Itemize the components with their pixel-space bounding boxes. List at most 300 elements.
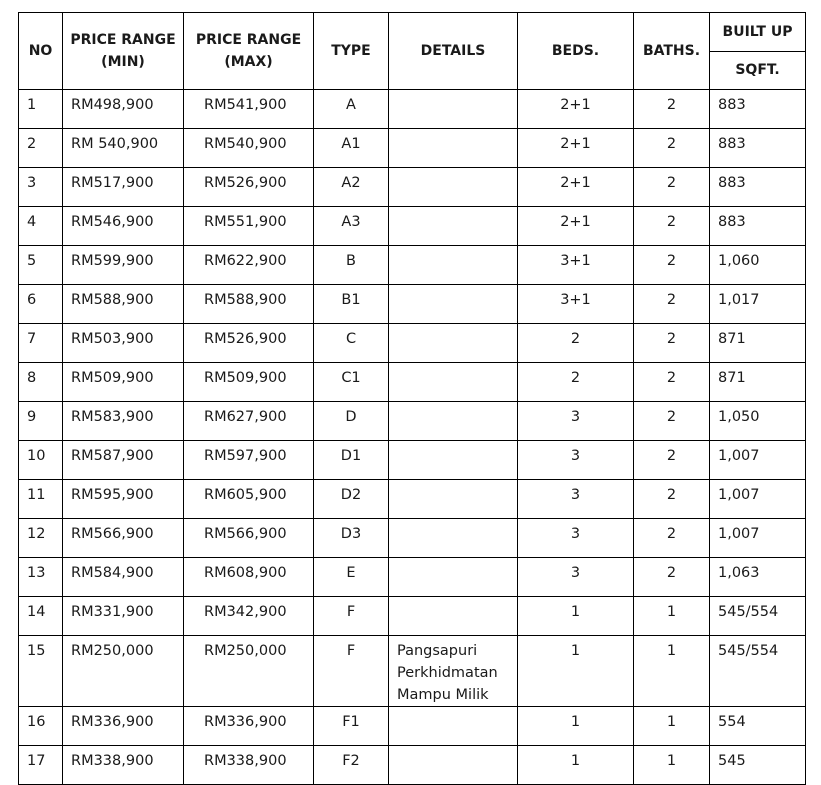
cell-details xyxy=(389,558,518,597)
cell-sqft xyxy=(710,636,806,707)
cell-sqft xyxy=(710,441,806,480)
cell-beds xyxy=(518,636,634,707)
cell-type-text: A3 xyxy=(341,214,361,230)
table-row xyxy=(19,746,806,785)
cell-type xyxy=(314,519,389,558)
cell-sqft xyxy=(710,207,806,246)
cell-sqft-text: 1,007 xyxy=(718,448,760,464)
header-price-max xyxy=(184,13,314,90)
cell-no-text: 4 xyxy=(27,214,37,230)
cell-details-text xyxy=(389,480,517,484)
cell-baths-text: 2 xyxy=(666,214,677,230)
cell-price-min-text: RM599,900 xyxy=(71,253,154,269)
cell-no xyxy=(19,480,63,519)
cell-sqft-text: 1,007 xyxy=(718,526,760,542)
cell-beds-text: 2 xyxy=(570,331,581,347)
cell-no xyxy=(19,402,63,441)
cell-no xyxy=(19,558,63,597)
cell-type xyxy=(314,597,389,636)
cell-beds-text: 1 xyxy=(570,643,581,659)
table-row xyxy=(19,168,806,207)
cell-no-text: 17 xyxy=(27,753,46,769)
header-price-min-line2: (MIN) xyxy=(101,54,145,70)
cell-baths-text: 2 xyxy=(666,97,677,113)
cell-price-max xyxy=(184,558,314,597)
cell-beds-text: 3 xyxy=(570,565,581,581)
header-built-up: BUILT UP xyxy=(710,13,806,52)
cell-price-max xyxy=(184,246,314,285)
cell-price-min xyxy=(63,441,184,480)
cell-no xyxy=(19,707,63,746)
cell-type-text: B xyxy=(346,253,356,269)
cell-beds-text: 3 xyxy=(570,487,581,503)
cell-baths xyxy=(634,285,710,324)
cell-beds-text: 2+1 xyxy=(560,97,591,113)
cell-baths-text: 2 xyxy=(666,253,677,269)
cell-no xyxy=(19,324,63,363)
cell-no xyxy=(19,246,63,285)
cell-price-max xyxy=(184,480,314,519)
cell-sqft xyxy=(710,746,806,785)
cell-price-min-text: RM595,900 xyxy=(71,487,154,503)
cell-beds xyxy=(518,441,634,480)
cell-beds xyxy=(518,707,634,746)
cell-price-max xyxy=(184,402,314,441)
table-row xyxy=(19,707,806,746)
cell-no xyxy=(19,207,63,246)
cell-price-min xyxy=(63,558,184,597)
cell-sqft-text: 871 xyxy=(718,370,746,386)
cell-no-text: 15 xyxy=(27,643,46,659)
cell-details-text xyxy=(389,558,517,562)
header-type: TYPE xyxy=(314,13,389,90)
cell-type-text: C1 xyxy=(341,370,361,386)
cell-details xyxy=(389,285,518,324)
cell-beds-text: 2 xyxy=(570,370,581,386)
cell-price-max xyxy=(184,129,314,168)
cell-type xyxy=(314,90,389,129)
cell-beds xyxy=(518,363,634,402)
cell-no xyxy=(19,597,63,636)
cell-sqft xyxy=(710,129,806,168)
cell-price-min xyxy=(63,324,184,363)
cell-beds xyxy=(518,480,634,519)
cell-baths-text: 2 xyxy=(666,409,677,425)
cell-type xyxy=(314,707,389,746)
cell-details-line: Perkhidmatan xyxy=(397,665,498,681)
cell-price-max xyxy=(184,207,314,246)
cell-no xyxy=(19,746,63,785)
cell-baths xyxy=(634,207,710,246)
cell-beds-text: 3 xyxy=(570,409,581,425)
cell-details-text xyxy=(389,363,517,367)
cell-sqft xyxy=(710,480,806,519)
cell-beds-text: 3+1 xyxy=(560,292,591,308)
cell-no-text: 3 xyxy=(27,175,37,191)
header-baths: BATHS. xyxy=(634,13,710,90)
cell-baths-text: 2 xyxy=(666,136,677,152)
cell-baths-text: 2 xyxy=(666,175,677,191)
cell-price-max-text: RM250,000 xyxy=(204,643,287,659)
cell-baths xyxy=(634,363,710,402)
cell-details xyxy=(389,402,518,441)
cell-no-text: 13 xyxy=(27,565,46,581)
cell-baths xyxy=(634,636,710,707)
table-row xyxy=(19,363,806,402)
cell-beds-text: 3+1 xyxy=(560,253,591,269)
cell-sqft xyxy=(710,558,806,597)
cell-price-max-text: RM509,900 xyxy=(204,370,287,386)
cell-price-max-text: RM526,900 xyxy=(204,331,287,347)
cell-no-text: 5 xyxy=(27,253,37,269)
cell-price-min-text: RM583,900 xyxy=(71,409,154,425)
cell-price-max xyxy=(184,363,314,402)
cell-no xyxy=(19,168,63,207)
cell-price-max-text: RM526,900 xyxy=(204,175,287,191)
cell-beds xyxy=(518,168,634,207)
cell-price-min-text: RM509,900 xyxy=(71,370,154,386)
cell-type xyxy=(314,324,389,363)
cell-beds xyxy=(518,129,634,168)
table-row xyxy=(19,324,806,363)
cell-sqft xyxy=(710,519,806,558)
cell-details-line: Mampu Milik xyxy=(397,687,489,703)
cell-details xyxy=(389,90,518,129)
cell-type-text: F1 xyxy=(342,714,360,730)
table-row xyxy=(19,129,806,168)
cell-price-max xyxy=(184,324,314,363)
cell-price-min-text: RM587,900 xyxy=(71,448,154,464)
cell-price-min-text: RM503,900 xyxy=(71,331,154,347)
header-price-max-line1: PRICE RANGE xyxy=(195,32,302,48)
cell-beds xyxy=(518,558,634,597)
cell-price-min xyxy=(63,285,184,324)
cell-beds-text: 3 xyxy=(570,526,581,542)
cell-price-max xyxy=(184,441,314,480)
cell-details-text xyxy=(389,636,517,706)
cell-price-min xyxy=(63,129,184,168)
table-body xyxy=(19,90,806,785)
cell-details-text xyxy=(389,324,517,328)
cell-sqft-text: 883 xyxy=(718,136,746,152)
cell-type-text: B1 xyxy=(341,292,361,308)
cell-no-text: 6 xyxy=(27,292,37,308)
table-row xyxy=(19,285,806,324)
cell-type-text: D1 xyxy=(340,448,362,464)
cell-beds xyxy=(518,90,634,129)
cell-details xyxy=(389,480,518,519)
cell-price-min-text: RM584,900 xyxy=(71,565,154,581)
cell-no-text: 7 xyxy=(27,331,37,347)
cell-baths xyxy=(634,324,710,363)
cell-price-max-text: RM336,900 xyxy=(204,714,287,730)
cell-price-max xyxy=(184,707,314,746)
header-beds: BEDS. xyxy=(518,13,634,90)
cell-sqft-text: 545/554 xyxy=(718,604,779,620)
cell-price-min xyxy=(63,246,184,285)
cell-details xyxy=(389,636,518,707)
cell-details xyxy=(389,597,518,636)
cell-price-max xyxy=(184,597,314,636)
cell-details-text xyxy=(389,746,517,750)
cell-type-text: D xyxy=(345,409,357,425)
cell-sqft-text: 883 xyxy=(718,97,746,113)
header-details: DETAILS xyxy=(389,13,518,90)
cell-price-max-text: RM622,900 xyxy=(204,253,287,269)
cell-price-max-text: RM566,900 xyxy=(204,526,287,542)
cell-type-text: C xyxy=(345,331,357,347)
cell-no xyxy=(19,90,63,129)
cell-price-min xyxy=(63,519,184,558)
cell-price-min-text: RM250,000 xyxy=(71,643,154,659)
cell-price-max-text: RM608,900 xyxy=(204,565,287,581)
cell-beds-text: 1 xyxy=(570,753,581,769)
cell-type xyxy=(314,636,389,707)
cell-beds xyxy=(518,285,634,324)
cell-type xyxy=(314,746,389,785)
cell-details-text xyxy=(389,519,517,523)
cell-beds xyxy=(518,519,634,558)
cell-baths xyxy=(634,90,710,129)
cell-baths-text: 2 xyxy=(666,292,677,308)
cell-price-min-text: RM588,900 xyxy=(71,292,154,308)
table-row xyxy=(19,519,806,558)
cell-beds-text: 3 xyxy=(570,448,581,464)
cell-no-text: 16 xyxy=(27,714,46,730)
cell-type xyxy=(314,129,389,168)
cell-price-min xyxy=(63,207,184,246)
cell-sqft xyxy=(710,90,806,129)
cell-baths-text: 2 xyxy=(666,448,677,464)
cell-sqft-text: 1,050 xyxy=(718,409,760,425)
cell-baths xyxy=(634,480,710,519)
cell-price-min xyxy=(63,707,184,746)
cell-no-text: 10 xyxy=(27,448,46,464)
cell-no xyxy=(19,441,63,480)
cell-price-max-text: RM540,900 xyxy=(204,136,287,152)
cell-type xyxy=(314,441,389,480)
cell-beds xyxy=(518,207,634,246)
cell-type xyxy=(314,363,389,402)
cell-price-min-text: RM517,900 xyxy=(71,175,154,191)
cell-price-min xyxy=(63,168,184,207)
cell-no xyxy=(19,285,63,324)
cell-price-min-text: RM338,900 xyxy=(71,753,154,769)
header-price-min xyxy=(63,13,184,90)
cell-baths xyxy=(634,402,710,441)
cell-details-text xyxy=(389,90,517,94)
cell-no-text: 9 xyxy=(27,409,37,425)
cell-sqft xyxy=(710,707,806,746)
cell-type xyxy=(314,246,389,285)
cell-price-max xyxy=(184,636,314,707)
cell-sqft-text: 883 xyxy=(718,175,746,191)
cell-price-min-text: RM 540,900 xyxy=(71,136,159,152)
cell-sqft xyxy=(710,168,806,207)
cell-details xyxy=(389,168,518,207)
cell-details xyxy=(389,129,518,168)
table-row xyxy=(19,441,806,480)
header-price-max-line2: (MAX) xyxy=(224,54,273,70)
cell-price-max xyxy=(184,285,314,324)
cell-sqft-text: 883 xyxy=(718,214,746,230)
cell-type xyxy=(314,402,389,441)
cell-price-min xyxy=(63,597,184,636)
cell-price-min xyxy=(63,480,184,519)
cell-price-max xyxy=(184,90,314,129)
cell-baths-text: 2 xyxy=(666,370,677,386)
table-row xyxy=(19,558,806,597)
cell-sqft-text: 1,017 xyxy=(718,292,760,308)
cell-sqft xyxy=(710,402,806,441)
cell-baths-text: 2 xyxy=(666,331,677,347)
cell-details-line: Pangsapuri xyxy=(397,643,478,659)
cell-price-max-text: RM588,900 xyxy=(204,292,287,308)
cell-beds xyxy=(518,746,634,785)
cell-baths xyxy=(634,168,710,207)
cell-sqft-text: 1,007 xyxy=(718,487,760,503)
cell-no xyxy=(19,519,63,558)
cell-beds xyxy=(518,402,634,441)
cell-beds-text: 2+1 xyxy=(560,136,591,152)
cell-type xyxy=(314,558,389,597)
table-row xyxy=(19,636,806,707)
cell-baths xyxy=(634,441,710,480)
cell-sqft-text: 545/554 xyxy=(718,643,779,659)
cell-details-text xyxy=(389,246,517,250)
cell-type-text: D2 xyxy=(340,487,362,503)
cell-details-text xyxy=(389,207,517,211)
cell-sqft xyxy=(710,285,806,324)
table-row xyxy=(19,402,806,441)
cell-type xyxy=(314,480,389,519)
cell-beds xyxy=(518,246,634,285)
cell-details xyxy=(389,519,518,558)
cell-no xyxy=(19,129,63,168)
table-row xyxy=(19,207,806,246)
cell-price-max-text: RM541,900 xyxy=(204,97,287,113)
cell-type-text: E xyxy=(346,565,356,581)
cell-type-text: F2 xyxy=(342,753,360,769)
cell-sqft xyxy=(710,324,806,363)
cell-price-max-text: RM551,900 xyxy=(204,214,287,230)
cell-baths xyxy=(634,597,710,636)
cell-baths-text: 1 xyxy=(666,753,677,769)
cell-details xyxy=(389,707,518,746)
cell-no-text: 8 xyxy=(27,370,37,386)
cell-no-text: 12 xyxy=(27,526,46,542)
cell-type-text: A2 xyxy=(341,175,361,191)
cell-sqft-text: 554 xyxy=(718,714,746,730)
cell-baths-text: 2 xyxy=(666,487,677,503)
cell-price-min xyxy=(63,363,184,402)
cell-details-text xyxy=(389,129,517,133)
cell-price-min-text: RM498,900 xyxy=(71,97,154,113)
cell-details-text xyxy=(389,597,517,601)
cell-sqft xyxy=(710,246,806,285)
cell-no xyxy=(19,363,63,402)
cell-baths xyxy=(634,707,710,746)
cell-no-text: 2 xyxy=(27,136,37,152)
header-no: NO xyxy=(19,13,63,90)
table-header xyxy=(19,13,806,90)
cell-type-text: F xyxy=(346,604,356,620)
cell-type-text: A1 xyxy=(341,136,361,152)
cell-type-text: A xyxy=(346,97,356,113)
cell-type xyxy=(314,168,389,207)
cell-sqft-text: 1,063 xyxy=(718,565,760,581)
cell-no-text: 11 xyxy=(27,487,46,503)
cell-price-max-text: RM597,900 xyxy=(204,448,287,464)
cell-baths-text: 1 xyxy=(666,604,677,620)
cell-price-max xyxy=(184,746,314,785)
table-row xyxy=(19,90,806,129)
cell-details-text xyxy=(389,168,517,172)
cell-sqft-text: 871 xyxy=(718,331,746,347)
cell-sqft-text: 545 xyxy=(718,753,746,769)
cell-price-min-text: RM546,900 xyxy=(71,214,154,230)
cell-baths-text: 1 xyxy=(666,714,677,730)
cell-price-max-text: RM338,900 xyxy=(204,753,287,769)
cell-type-text: F xyxy=(346,643,356,659)
cell-details-text xyxy=(389,285,517,289)
cell-baths-text: 2 xyxy=(666,565,677,581)
table-row xyxy=(19,480,806,519)
cell-details-text xyxy=(389,402,517,406)
cell-baths-text: 1 xyxy=(666,643,677,659)
cell-price-max xyxy=(184,519,314,558)
cell-beds-text: 1 xyxy=(570,714,581,730)
cell-details-text xyxy=(389,441,517,445)
cell-no-text: 1 xyxy=(27,97,37,113)
cell-beds-text: 2+1 xyxy=(560,214,591,230)
cell-price-max-text: RM342,900 xyxy=(204,604,287,620)
cell-price-min xyxy=(63,90,184,129)
cell-beds-text: 2+1 xyxy=(560,175,591,191)
cell-baths xyxy=(634,246,710,285)
cell-no xyxy=(19,636,63,707)
cell-baths xyxy=(634,746,710,785)
table-row xyxy=(19,597,806,636)
header-sqft: SQFT. xyxy=(710,51,806,90)
cell-price-min xyxy=(63,636,184,707)
cell-price-max-text: RM627,900 xyxy=(204,409,287,425)
cell-baths xyxy=(634,519,710,558)
cell-price-min xyxy=(63,746,184,785)
header-price-min-line1: PRICE RANGE xyxy=(70,32,176,48)
cell-details xyxy=(389,363,518,402)
cell-details xyxy=(389,246,518,285)
cell-baths xyxy=(634,129,710,168)
cell-price-min xyxy=(63,402,184,441)
price-list-table xyxy=(18,12,806,785)
table-row xyxy=(19,246,806,285)
cell-price-min-text: RM566,900 xyxy=(71,526,154,542)
cell-type-text: D3 xyxy=(340,526,362,542)
cell-price-min-text: RM336,900 xyxy=(71,714,154,730)
cell-no-text: 14 xyxy=(27,604,46,620)
cell-type xyxy=(314,207,389,246)
cell-details xyxy=(389,207,518,246)
cell-price-max xyxy=(184,168,314,207)
cell-beds xyxy=(518,324,634,363)
cell-details xyxy=(389,441,518,480)
cell-type xyxy=(314,285,389,324)
cell-sqft xyxy=(710,597,806,636)
cell-sqft xyxy=(710,363,806,402)
cell-price-max-text: RM605,900 xyxy=(204,487,287,503)
cell-details xyxy=(389,324,518,363)
